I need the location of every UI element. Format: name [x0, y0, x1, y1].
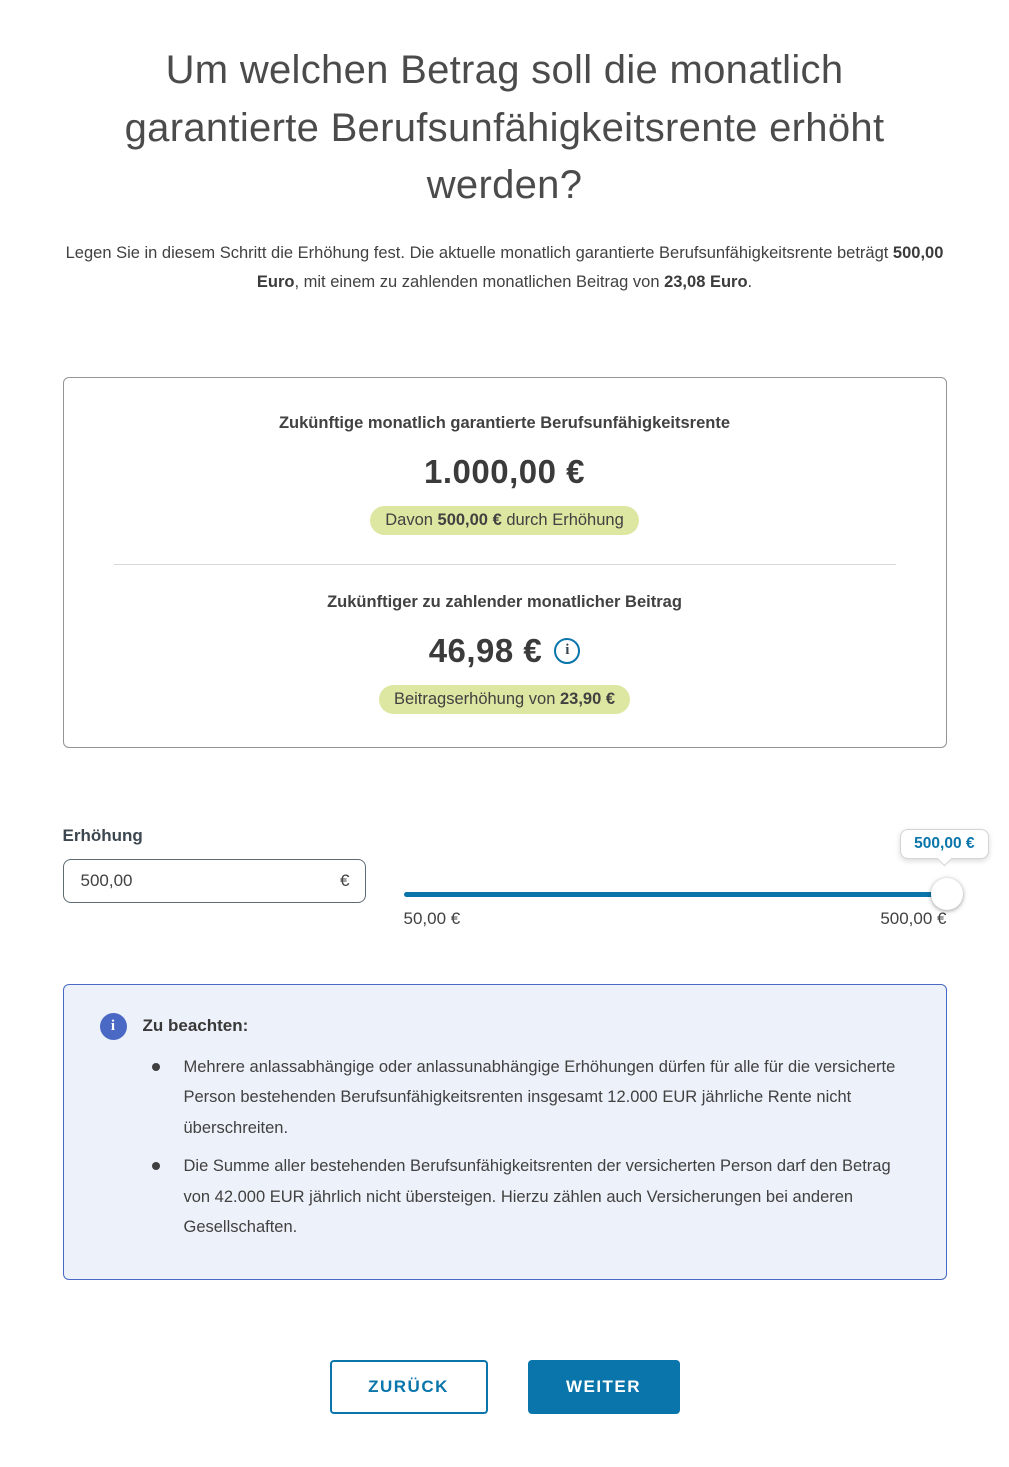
subtitle-text: Legen Sie in diesem Schritt die Erhöhung fest. Die aktuelle monatlich garantierte Berufsunfähigkeitsrente beträgt — [65, 243, 893, 262]
notice-header — [100, 1013, 910, 1040]
badge-bold-value: 23,90 € — [559, 689, 616, 708]
badge-text: Beitragserhöhung von — [393, 689, 560, 708]
info-icon: i — [100, 1013, 127, 1040]
future-premium-value: 46,98 € — [428, 631, 543, 669]
page-subtitle — [63, 239, 947, 297]
current-premium-value: 23,08 Euro — [664, 272, 748, 291]
summary-card — [63, 377, 947, 748]
future-premium-label: Zukünftiger zu zahlender monatlicher Beitrag — [327, 592, 682, 611]
increase-section — [62, 825, 975, 929]
next-button[interactable]: WEITER — [528, 1360, 680, 1414]
future-rent-value: 1.000,00 € — [424, 452, 585, 490]
action-buttons — [63, 1360, 947, 1414]
main-content — [62, 42, 975, 1414]
back-button[interactable]: ZURÜCK — [330, 1360, 488, 1414]
increase-input-group — [63, 859, 366, 903]
slider-min-label: 50,00 € — [403, 908, 461, 928]
badge-text: Davon — [385, 510, 438, 529]
slider-labels — [404, 909, 947, 929]
slider-tooltip: 500,00 € — [900, 829, 988, 859]
badge-text: durch Erhöhung — [501, 510, 624, 529]
notice-box — [63, 984, 947, 1280]
page-title: Um welchen Betrag soll die monatlich garantierte Berufsunfähigkeitsrente erhöht werden? — [124, 48, 885, 208]
notice-item: Mehrere anlassabhängige oder anlassunabhängige Erhöhungen dürfen für alle für die versicherte Person bestehenden Berufsunfähigkeitsrenten insgesamt 12.000 EUR jährliche Rente nicht überschreiten. — [148, 1052, 910, 1144]
slider-handle[interactable] — [931, 878, 963, 910]
currency-suffix: € — [340, 870, 350, 890]
premium-increase-badge — [379, 685, 630, 714]
rent-increase-badge — [370, 506, 639, 535]
card-divider — [114, 564, 896, 565]
slider-track[interactable] — [404, 892, 947, 897]
premium-info-icon[interactable]: i — [554, 638, 580, 664]
notice-title: Zu beachten: — [142, 1016, 249, 1036]
badge-bold-value: 500,00 € — [437, 510, 502, 529]
notice-item: Die Summe aller bestehenden Berufsunfähigkeitsrenten der versicherten Person darf den Betrag von 42.000 EUR jährlich nicht übersteigen. Hierzu zählen auch Versicherungen bei anderen Gesellschaften. — [148, 1151, 910, 1243]
future-rent-label: Zukünftige monatlich garantierte Berufsunfähigkeitsrente — [278, 413, 731, 432]
subtitle-text: , mit einem zu zahlenden monatlichen Beitrag von — [294, 272, 665, 291]
increase-slider — [403, 834, 975, 929]
current-rent-value: 500,00 Euro — [256, 243, 944, 291]
slider-area[interactable] — [404, 834, 975, 903]
subtitle-text: . — [747, 272, 753, 291]
notice-list — [148, 1052, 910, 1243]
increase-input[interactable] — [79, 870, 341, 892]
slider-max-label: 500,00 € — [880, 908, 947, 928]
increase-label: Erhöhung — [62, 825, 143, 845]
